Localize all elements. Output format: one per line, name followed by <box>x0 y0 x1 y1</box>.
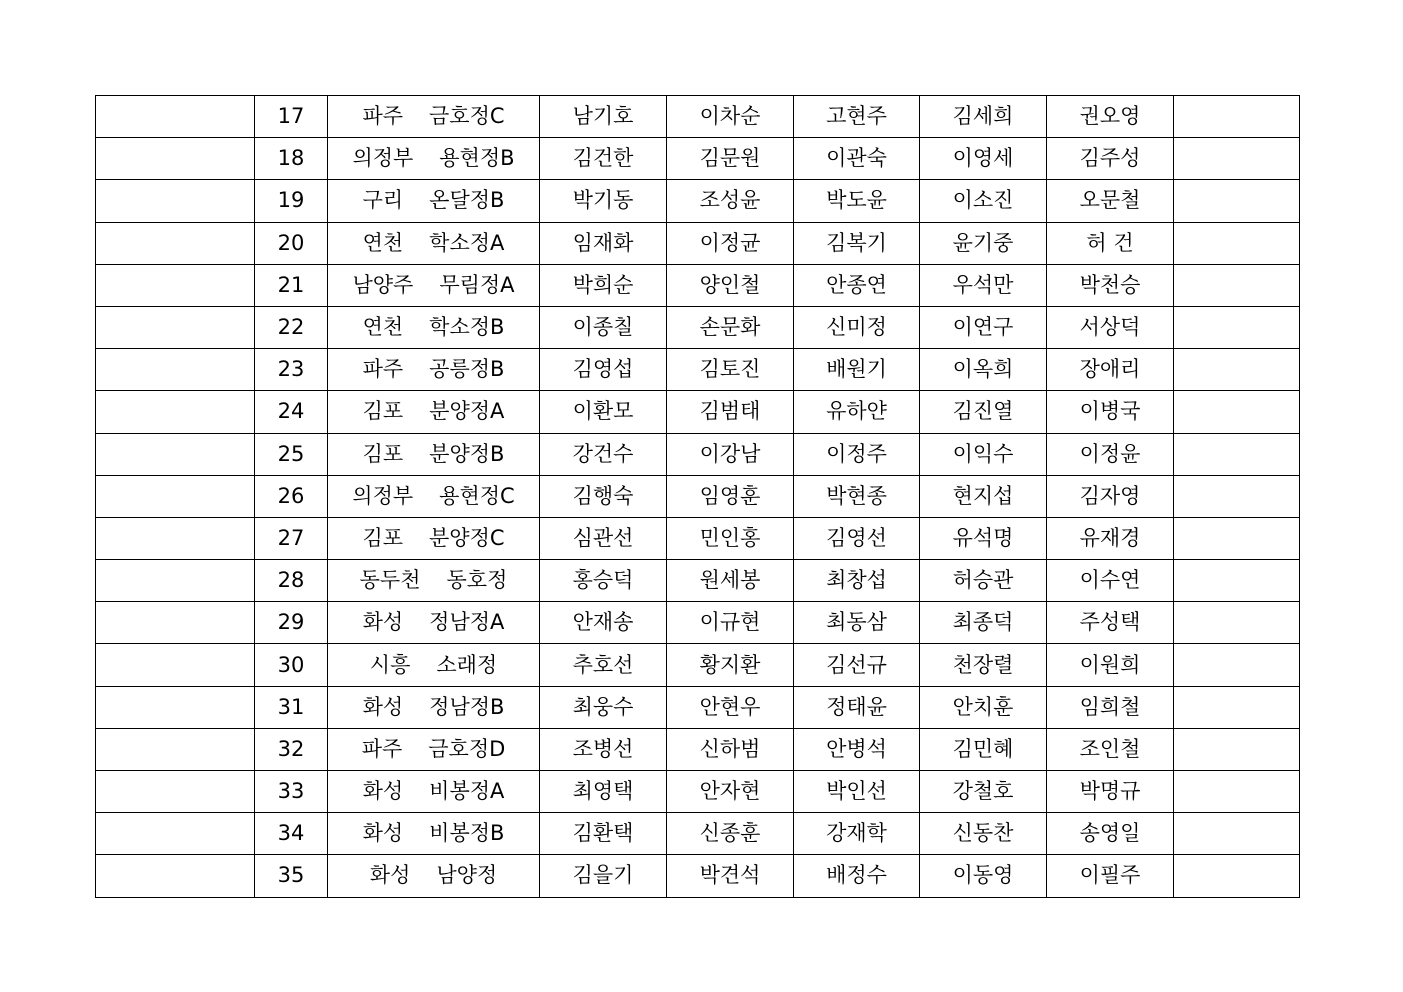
team-name: 정남정B <box>429 694 505 719</box>
blank-cell <box>96 349 255 391</box>
member-name-3: 김선규 <box>794 644 920 686</box>
blank-cell <box>96 264 255 306</box>
member-name-5: 서상덕 <box>1047 306 1174 348</box>
member-name-4: 최종덕 <box>920 602 1047 644</box>
region-name: 연천 <box>362 315 404 340</box>
member-name-2: 김범태 <box>667 391 794 433</box>
blank-cell <box>96 433 255 475</box>
row-number: 31 <box>255 686 328 728</box>
note-cell <box>1174 264 1300 306</box>
member-name-1: 박희순 <box>540 264 667 306</box>
note-cell <box>1174 728 1300 770</box>
member-name-2: 이차순 <box>667 96 794 138</box>
table-row <box>96 517 1300 559</box>
team-name: 동호정 <box>446 568 508 593</box>
member-name-3: 이정주 <box>794 433 920 475</box>
blank-cell <box>96 517 255 559</box>
member-name-3: 박인선 <box>794 771 920 813</box>
member-name-2: 이규현 <box>667 602 794 644</box>
member-name-2: 이정균 <box>667 222 794 264</box>
member-name-3: 최창섭 <box>794 560 920 602</box>
member-name-5: 송영일 <box>1047 813 1174 855</box>
region-name: 화성 <box>362 694 404 719</box>
row-number: 22 <box>255 306 328 348</box>
row-number: 26 <box>255 475 328 517</box>
team-cell <box>328 222 540 264</box>
note-cell <box>1174 475 1300 517</box>
team-cell <box>328 602 540 644</box>
member-name-1: 최웅수 <box>540 686 667 728</box>
row-number: 20 <box>255 222 328 264</box>
row-number: 19 <box>255 180 328 222</box>
team-name: 남양정 <box>436 863 498 888</box>
member-name-4: 윤기중 <box>920 222 1047 264</box>
member-name-2: 이강남 <box>667 433 794 475</box>
member-name-5: 유재경 <box>1047 517 1174 559</box>
row-number: 33 <box>255 771 328 813</box>
table-row <box>96 433 1300 475</box>
team-name: 비봉정A <box>429 779 505 804</box>
team-cell <box>328 264 540 306</box>
member-name-3: 안종연 <box>794 264 920 306</box>
region-name: 화성 <box>362 779 404 804</box>
table-row <box>96 349 1300 391</box>
member-name-2: 양인철 <box>667 264 794 306</box>
member-name-3: 최동삼 <box>794 602 920 644</box>
blank-cell <box>96 222 255 264</box>
member-name-1: 최영택 <box>540 771 667 813</box>
table-row <box>96 391 1300 433</box>
member-name-3: 강재학 <box>794 813 920 855</box>
member-name-5: 권오영 <box>1047 96 1174 138</box>
note-cell <box>1174 306 1300 348</box>
member-name-1: 강건수 <box>540 433 667 475</box>
team-cell <box>328 96 540 138</box>
blank-cell <box>96 602 255 644</box>
member-name-1: 안재송 <box>540 602 667 644</box>
member-name-4: 강철호 <box>920 771 1047 813</box>
region-name: 동두천 <box>359 568 421 593</box>
team-cell <box>328 560 540 602</box>
member-name-5: 허 건 <box>1047 222 1174 264</box>
row-number: 28 <box>255 560 328 602</box>
member-name-3: 고현주 <box>794 96 920 138</box>
member-name-4: 이옥희 <box>920 349 1047 391</box>
member-name-1: 김영섭 <box>540 349 667 391</box>
blank-cell <box>96 855 255 897</box>
region-name: 화성 <box>369 863 411 888</box>
table-row <box>96 560 1300 602</box>
member-name-4: 이연구 <box>920 306 1047 348</box>
member-name-1: 이환모 <box>540 391 667 433</box>
member-name-4: 이영세 <box>920 138 1047 180</box>
region-name: 파주 <box>362 357 404 382</box>
table-row <box>96 686 1300 728</box>
team-name: 용현정B <box>439 146 515 171</box>
team-cell <box>328 391 540 433</box>
member-name-1: 김환택 <box>540 813 667 855</box>
note-cell <box>1174 560 1300 602</box>
region-name: 남양주 <box>352 272 414 297</box>
member-name-5: 장애리 <box>1047 349 1174 391</box>
note-cell <box>1174 222 1300 264</box>
member-name-1: 김건한 <box>540 138 667 180</box>
member-name-2: 손문화 <box>667 306 794 348</box>
member-name-4: 허승관 <box>920 560 1047 602</box>
member-name-4: 김진열 <box>920 391 1047 433</box>
row-number: 27 <box>255 517 328 559</box>
blank-cell <box>96 686 255 728</box>
table-row <box>96 180 1300 222</box>
table-row <box>96 475 1300 517</box>
member-name-4: 이동영 <box>920 855 1047 897</box>
team-name: 금호정C <box>429 104 505 129</box>
note-cell <box>1174 855 1300 897</box>
member-name-1: 이종칠 <box>540 306 667 348</box>
table-row <box>96 222 1300 264</box>
region-name: 연천 <box>362 230 404 255</box>
member-name-1: 임재화 <box>540 222 667 264</box>
team-name: 학소정B <box>429 315 505 340</box>
roster-body <box>96 96 1300 898</box>
note-cell <box>1174 813 1300 855</box>
row-number: 24 <box>255 391 328 433</box>
member-name-1: 남기호 <box>540 96 667 138</box>
table-row <box>96 644 1300 686</box>
team-name: 분양정B <box>429 441 505 466</box>
member-name-3: 신미정 <box>794 306 920 348</box>
blank-cell <box>96 475 255 517</box>
member-name-5: 김주성 <box>1047 138 1174 180</box>
member-name-4: 이소진 <box>920 180 1047 222</box>
member-name-3: 유하얀 <box>794 391 920 433</box>
note-cell <box>1174 602 1300 644</box>
region-name: 김포 <box>362 525 404 550</box>
blank-cell <box>96 644 255 686</box>
member-name-4: 안치훈 <box>920 686 1047 728</box>
member-name-3: 배원기 <box>794 349 920 391</box>
member-name-2: 원세봉 <box>667 560 794 602</box>
member-name-5: 오문철 <box>1047 180 1174 222</box>
team-cell <box>328 306 540 348</box>
member-name-2: 김문원 <box>667 138 794 180</box>
note-cell <box>1174 433 1300 475</box>
member-name-5: 이필주 <box>1047 855 1174 897</box>
blank-cell <box>96 728 255 770</box>
member-name-2: 신종훈 <box>667 813 794 855</box>
blank-cell <box>96 560 255 602</box>
member-name-5: 박천승 <box>1047 264 1174 306</box>
member-name-1: 조병선 <box>540 728 667 770</box>
member-name-2: 안자현 <box>667 771 794 813</box>
region-name: 파주 <box>362 104 404 129</box>
team-name: 온달정B <box>429 188 505 213</box>
member-name-3: 김복기 <box>794 222 920 264</box>
member-name-1: 김행숙 <box>540 475 667 517</box>
member-name-1: 박기동 <box>540 180 667 222</box>
team-name: 비봉정B <box>429 821 505 846</box>
region-name: 화성 <box>362 821 404 846</box>
row-number: 23 <box>255 349 328 391</box>
member-name-4: 김세희 <box>920 96 1047 138</box>
row-number: 29 <box>255 602 328 644</box>
member-name-3: 이관숙 <box>794 138 920 180</box>
member-name-5: 주성택 <box>1047 602 1174 644</box>
member-name-2: 박견석 <box>667 855 794 897</box>
note-cell <box>1174 391 1300 433</box>
team-name: 용현정C <box>439 483 515 508</box>
region-name: 화성 <box>362 610 404 635</box>
note-cell <box>1174 96 1300 138</box>
member-name-3: 박현종 <box>794 475 920 517</box>
member-name-4: 김민혜 <box>920 728 1047 770</box>
team-cell <box>328 138 540 180</box>
table-row <box>96 138 1300 180</box>
team-cell <box>328 855 540 897</box>
table-row <box>96 96 1300 138</box>
member-name-2: 민인홍 <box>667 517 794 559</box>
table-row <box>96 855 1300 897</box>
blank-cell <box>96 306 255 348</box>
member-name-2: 신하범 <box>667 728 794 770</box>
note-cell <box>1174 686 1300 728</box>
member-name-4: 현지섭 <box>920 475 1047 517</box>
team-cell <box>328 644 540 686</box>
member-name-4: 신동찬 <box>920 813 1047 855</box>
region-name: 의정부 <box>352 483 414 508</box>
team-name: 분양정C <box>429 525 505 550</box>
team-cell <box>328 517 540 559</box>
blank-cell <box>96 138 255 180</box>
note-cell <box>1174 517 1300 559</box>
member-name-5: 이원희 <box>1047 644 1174 686</box>
member-name-1: 홍승덕 <box>540 560 667 602</box>
region-name: 의정부 <box>352 146 414 171</box>
table-row <box>96 306 1300 348</box>
table-row <box>96 602 1300 644</box>
member-name-2: 임영훈 <box>667 475 794 517</box>
blank-cell <box>96 771 255 813</box>
team-name: 정남정A <box>429 610 505 635</box>
member-name-1: 심관선 <box>540 517 667 559</box>
member-name-5: 조인철 <box>1047 728 1174 770</box>
row-number: 32 <box>255 728 328 770</box>
team-cell <box>328 433 540 475</box>
team-cell <box>328 813 540 855</box>
table-row <box>96 771 1300 813</box>
team-cell <box>328 686 540 728</box>
team-name: 무림정A <box>439 272 515 297</box>
member-name-5: 김자영 <box>1047 475 1174 517</box>
region-name: 김포 <box>362 441 404 466</box>
row-number: 25 <box>255 433 328 475</box>
member-name-2: 조성윤 <box>667 180 794 222</box>
table-row <box>96 264 1300 306</box>
team-name: 소래정 <box>436 652 498 677</box>
roster-table <box>95 95 1300 898</box>
team-cell <box>328 728 540 770</box>
blank-cell <box>96 180 255 222</box>
note-cell <box>1174 771 1300 813</box>
region-name: 시흥 <box>369 652 411 677</box>
blank-cell <box>96 391 255 433</box>
member-name-5: 박명규 <box>1047 771 1174 813</box>
member-name-1: 김을기 <box>540 855 667 897</box>
row-number: 21 <box>255 264 328 306</box>
team-name: 공릉정B <box>429 357 505 382</box>
team-cell <box>328 771 540 813</box>
member-name-5: 이정윤 <box>1047 433 1174 475</box>
row-number: 17 <box>255 96 328 138</box>
member-name-5: 임희철 <box>1047 686 1174 728</box>
note-cell <box>1174 180 1300 222</box>
region-name: 파주 <box>361 736 403 761</box>
blank-cell <box>96 96 255 138</box>
member-name-3: 배정수 <box>794 855 920 897</box>
member-name-4: 유석명 <box>920 517 1047 559</box>
row-number: 35 <box>255 855 328 897</box>
note-cell <box>1174 138 1300 180</box>
member-name-2: 황지환 <box>667 644 794 686</box>
team-name: 금호정D <box>428 736 506 761</box>
member-name-2: 안현우 <box>667 686 794 728</box>
note-cell <box>1174 644 1300 686</box>
row-number: 18 <box>255 138 328 180</box>
member-name-3: 안병석 <box>794 728 920 770</box>
team-name: 학소정A <box>429 230 505 255</box>
member-name-5: 이수연 <box>1047 560 1174 602</box>
region-name: 김포 <box>362 399 404 424</box>
note-cell <box>1174 349 1300 391</box>
member-name-3: 김영선 <box>794 517 920 559</box>
member-name-4: 천장렬 <box>920 644 1047 686</box>
member-name-2: 김토진 <box>667 349 794 391</box>
member-name-3: 정태윤 <box>794 686 920 728</box>
member-name-5: 이병국 <box>1047 391 1174 433</box>
team-name: 분양정A <box>429 399 505 424</box>
team-cell <box>328 475 540 517</box>
row-number: 34 <box>255 813 328 855</box>
member-name-1: 추호선 <box>540 644 667 686</box>
blank-cell <box>96 813 255 855</box>
region-name: 구리 <box>362 188 404 213</box>
table-row <box>96 728 1300 770</box>
table-row <box>96 813 1300 855</box>
team-cell <box>328 349 540 391</box>
member-name-4: 우석만 <box>920 264 1047 306</box>
row-number: 30 <box>255 644 328 686</box>
member-name-4: 이익수 <box>920 433 1047 475</box>
team-cell <box>328 180 540 222</box>
member-name-3: 박도윤 <box>794 180 920 222</box>
